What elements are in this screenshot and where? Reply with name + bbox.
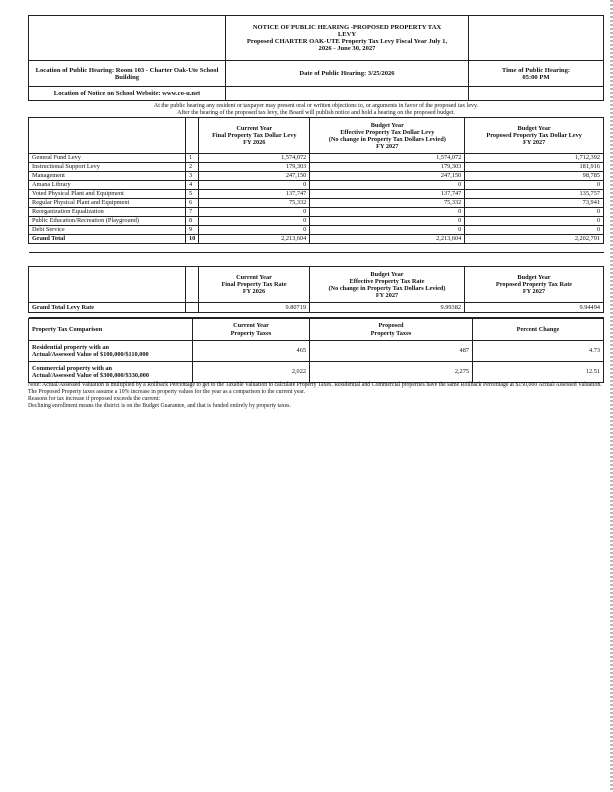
- levy-cell-no: 4: [186, 181, 199, 190]
- levy-cell-no: 1: [186, 154, 199, 163]
- levy-cell-effective: 137,747: [310, 190, 465, 199]
- col-current-levy: Current Year Final Property Tax Dollar Levy FY 2026: [199, 118, 310, 154]
- col-current-rate: Current Year Final Property Tax Rate FY 2026: [199, 267, 310, 303]
- levy-cell-current: 137,747: [199, 190, 310, 199]
- levy-row: [29, 181, 604, 190]
- levy-cell-label: Management: [29, 172, 186, 181]
- levy-cell-proposed: 0: [465, 217, 604, 226]
- levy-cell-no: 8: [186, 217, 199, 226]
- levy-cell-no: 6: [186, 199, 199, 208]
- col-effective-rate: Budget Year Effective Property Tax Rate (No change in Property Tax Dollars Levied) FY 2027: [310, 267, 465, 303]
- levy-cell-label: Voted Physical Plant and Equipment: [29, 190, 186, 199]
- levy-cell-effective: 0: [310, 181, 465, 190]
- col-percent-change: Percent Change: [473, 319, 604, 341]
- reason-text: Declining enrollment means the district is on the Budget Guarantee, and that is funded entirely by property taxes.: [28, 403, 291, 409]
- levy-cell-effective: 247,150: [310, 172, 465, 181]
- col-proposed-rate: Budget Year Proposed Property Tax Rate FY 2027: [465, 267, 604, 303]
- levy-cell-effective: 0: [310, 208, 465, 217]
- col-proposed-levy: Budget Year Proposed Property Tax Dollar Levy FY 2027: [465, 118, 604, 154]
- levy-cell-label: Public Education/Recreation (Playground): [29, 217, 186, 226]
- hearing-time: Time of Public Hearing: 05:00 PM: [469, 61, 604, 87]
- levy-cell-proposed: 181,916: [465, 163, 604, 172]
- hearing-location: Location of Public Hearing: Room 103 - Charter Oak-Ute School Building: [29, 61, 226, 87]
- levy-cell-current: 0: [199, 208, 310, 217]
- comparison-table: [28, 318, 604, 383]
- levy-table: [28, 117, 604, 253]
- levy-cell-effective: 1,574,072: [310, 154, 465, 163]
- levy-cell-label: Instructional Support Levy: [29, 163, 186, 172]
- col-current-taxes: Current Year Property Taxes: [193, 319, 310, 341]
- levy-cell-proposed: 1,712,392: [465, 154, 604, 163]
- reasons-heading: Reasons for tax increase if proposed exceeds the current:: [28, 396, 160, 402]
- col-effective-levy: Budget Year Effective Property Tax Dollar Levy (No change in Property Tax Dollars Levied) FY 2027: [310, 118, 465, 154]
- levy-cell-no: 5: [186, 190, 199, 199]
- header-table: [28, 15, 604, 101]
- comparison-row-commercial: Commercial property with an Actual/Assessed Value of $300,000/$330,000 2,022 2,275 12.51: [29, 362, 604, 383]
- levy-cell-label: General Fund Levy: [29, 154, 186, 163]
- levy-cell-current: 1,574,072: [199, 154, 310, 163]
- levy-row: [29, 199, 604, 208]
- levy-cell-no: 3: [186, 172, 199, 181]
- levy-cell-proposed: 73,941: [465, 199, 604, 208]
- website-location: Location of Notice on School Website: www.co-u.net: [29, 87, 226, 101]
- levy-total-row: Grand Total 10 2,213,604 2,213,604 2,202,791: [29, 235, 604, 244]
- levy-cell-label: Reorganization Equalization: [29, 208, 186, 217]
- levy-cell-current: 247,150: [199, 172, 310, 181]
- levy-cell-effective: 75,332: [310, 199, 465, 208]
- levy-cell-label: Amana Library: [29, 181, 186, 190]
- levy-cell-proposed: 0: [465, 226, 604, 235]
- levy-cell-proposed: 98,785: [465, 172, 604, 181]
- levy-cell-effective: 179,303: [310, 163, 465, 172]
- valuation-note: Note: Actual/Assessed Valuation is multiplied by a Rollback Percentage to get to the Taxable Valuation to calculate Property Taxes. Residential and Commercial properties have the same Rollback Percentage at $150,000 Actual/Assessed Valuation. The Proposed Property taxes assume a 10% increase in property values for the year as a comparison to the current year.: [28, 382, 602, 395]
- levy-cell-label: Regular Physical Plant and Equipment: [29, 199, 186, 208]
- levy-row: [29, 190, 604, 199]
- notice-title: NOTICE OF PUBLIC HEARING -PROPOSED PROPERTY TAX LEVY Proposed CHARTER OAK-UTE Property Tax Levy Fiscal Year July 1, 2026 - June 30, 2027: [226, 16, 469, 61]
- footer-notes: [28, 382, 604, 410]
- levy-row: [29, 154, 604, 163]
- levy-cell-no: 2: [186, 163, 199, 172]
- comparison-row-residential: Residential property with an Actual/Assessed Value of $100,000/$110,000 465 487 4.73: [29, 341, 604, 362]
- levy-row: [29, 172, 604, 181]
- col-proposed-taxes: Proposed Property Taxes: [310, 319, 473, 341]
- levy-cell-current: 0: [199, 226, 310, 235]
- levy-cell-effective: 0: [310, 226, 465, 235]
- levy-rows: [29, 154, 604, 235]
- levy-cell-proposed: 0: [465, 208, 604, 217]
- comparison-heading: Property Tax Comparison: [29, 319, 193, 341]
- levy-row: [29, 226, 604, 235]
- hearing-date: Date of Public Hearing: 3/25/2026: [226, 61, 469, 87]
- levy-cell-effective: 0: [310, 217, 465, 226]
- levy-cell-proposed: 135,757: [465, 190, 604, 199]
- levy-cell-label: Debt Service: [29, 226, 186, 235]
- intro-text: At the public hearing any resident or taxpayer may present oral or written objections to, or arguments in favor of the proposed tax levy. After the hearing of the proposed tax levy, the Board will publish notice and hold a hearing on the proposed budget.: [153, 103, 479, 116]
- levy-row: [29, 163, 604, 172]
- levy-rate-row: Grand Total Levy Rate 9.80719 9.99382 9.94494: [29, 303, 604, 313]
- levy-cell-proposed: 0: [465, 181, 604, 190]
- levy-cell-no: 9: [186, 226, 199, 235]
- levy-cell-current: 179,303: [199, 163, 310, 172]
- levy-cell-current: 75,332: [199, 199, 310, 208]
- rate-table: [28, 266, 604, 318]
- levy-cell-current: 0: [199, 181, 310, 190]
- levy-cell-no: 7: [186, 208, 199, 217]
- levy-cell-current: 0: [199, 217, 310, 226]
- levy-row: [29, 208, 604, 217]
- levy-row: [29, 217, 604, 226]
